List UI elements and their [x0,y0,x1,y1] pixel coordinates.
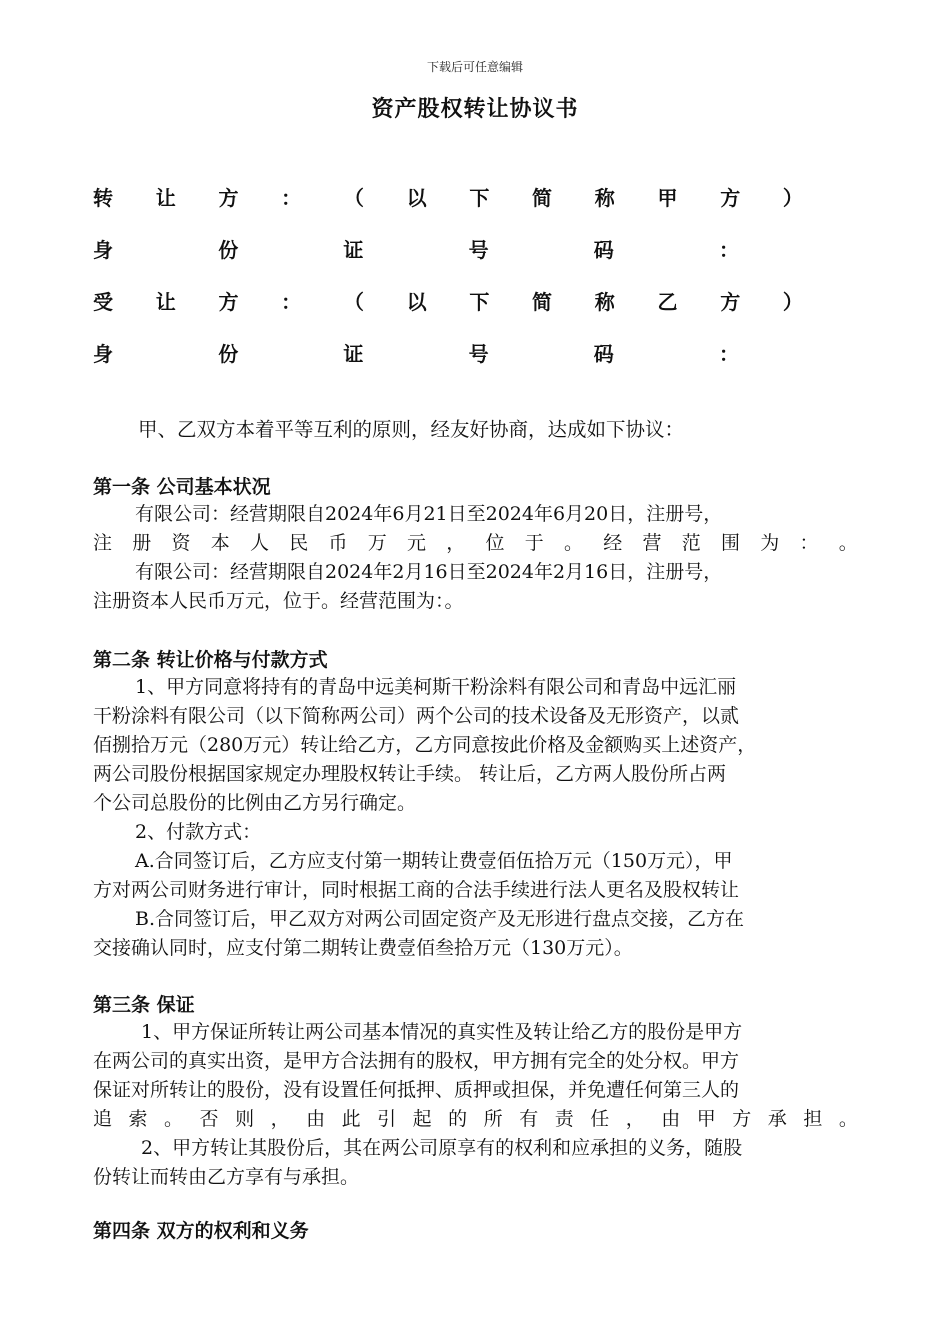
spaced-char: 甲 [657,186,678,210]
header-note: 下载后可任意编辑 [426,60,523,74]
spaced-char: 经 [603,532,623,554]
article-1-body [93,500,858,616]
spaced-char: 身 [93,238,113,262]
article-1-line-2 [93,529,858,558]
spaced-char: 号 [468,238,489,262]
document-title: 资产股权转让协议书 [371,96,579,122]
spaced-char: 让 [155,186,176,210]
spaced-char: 。 [164,1108,184,1130]
article-3-title: 第三条 保证 [93,994,195,1016]
spaced-char: 由 [306,1108,326,1130]
article-3-p1-line-1: 1、甲方保证所转让两公司基本情况的真实性及转让给乙方的股份是甲方 [141,1021,743,1043]
article-2-p1-line-2: 干粉涂料有限公司（以下简称两公司）两个公司的技术设备及无形资产，以贰 [93,705,740,727]
article-3-p1-line-4 [93,1105,858,1134]
transferor-line [93,182,803,211]
spaced-char: 承 [767,1108,787,1130]
spaced-char: ） [782,290,803,314]
spaced-char: 责 [554,1108,574,1130]
spaced-char: 以 [406,186,427,210]
spaced-char: 方 [720,290,741,314]
spaced-char: 人 [250,532,270,554]
spaced-char: ， [625,1108,645,1130]
spaced-char: ： [799,532,819,554]
spaced-char: 甲 [696,1108,716,1130]
spaced-char: 。 [838,532,858,554]
spaced-char: 营 [642,532,662,554]
article-1-line-1: 有限公司：经营期限自2024年6月21日至2024年6月20日，注册号， [135,503,723,525]
article-4-title: 第四条 双方的权利和义务 [93,1220,309,1242]
spaced-char: 否 [199,1108,219,1130]
article-2-payment-a-line-1: A.合同签订后，乙方应支付第一期转让费壹佰伍拾万元（150万元），甲 [135,850,733,872]
spaced-char: 份 [218,238,239,262]
spaced-char: ） [782,186,803,210]
spaced-char: ： [718,238,739,262]
article-3-p2-line-2: 份转让而转由乙方享有与承担。 [93,1166,360,1188]
spaced-char: 本 [210,532,230,554]
article-3-p1-line-3: 保证对所转让的股份，没有设置任何抵押、质押或担保，并免遭任何第三人的 [93,1079,740,1101]
article-2-body [93,673,858,963]
id-number-line-2 [93,338,739,367]
spaced-char: 让 [155,290,176,314]
spaced-char: 所 [483,1108,503,1130]
spaced-char: 下 [469,290,490,314]
spaced-char: 范 [681,532,701,554]
spaced-char: 则 [235,1108,255,1130]
article-2-payment-b-line-1: B.合同签订后，甲乙双方对两公司固定资产及无形进行盘点交接，乙方在 [135,908,745,930]
spaced-char: 方 [218,186,239,210]
article-1-line-4: 注册资本人民币万元，位于。经营范围为：。 [93,590,464,612]
spaced-char: 的 [448,1108,468,1130]
spaced-char: 元 [407,532,427,554]
spaced-char: 任 [590,1108,610,1130]
article-2-payment-b-line-2: 交接确认同时，应支付第二期转让费壹佰叁拾万元（130万元）。 [93,937,633,959]
article-2-p1-line-3: 佰捌拾万元（280万元）转让给乙方，乙方同意按此价格及金额购买上述资产， [93,734,757,756]
spaced-char: 码 [593,342,614,366]
spaced-char: 号 [468,342,489,366]
spaced-char: 下 [469,186,490,210]
spaced-char: 受 [93,290,113,314]
spaced-char: 起 [412,1108,432,1130]
spaced-char: 简 [532,290,553,314]
spaced-char: 币 [328,532,348,554]
spaced-char: 码 [593,238,614,262]
spaced-char: （ [343,186,364,210]
spaced-char: ： [281,290,302,314]
spaced-char: 由 [661,1108,681,1130]
spaced-char: ： [718,342,739,366]
spaced-char: 称 [594,290,615,314]
spaced-char: 有 [519,1108,539,1130]
article-2-p1-line-1: 1、甲方同意将持有的青岛中远美柯斯干粉涂料有限公司和青岛中远汇丽 [135,676,737,698]
article-3-p1-line-2: 在两公司的真实出资，是甲方合法拥有的股权，甲方拥有完全的处分权。甲方 [93,1050,740,1072]
spaced-char: 转 [93,186,113,210]
spaced-char: 索 [128,1108,148,1130]
spaced-char: 册 [132,532,152,554]
spaced-char: 围 [721,532,741,554]
spaced-char: （ [343,290,364,314]
spaced-char: 引 [377,1108,397,1130]
spaced-char: 担 [803,1108,823,1130]
spaced-char: 民 [289,532,309,554]
spaced-char: 方 [218,290,239,314]
spaced-char: 份 [218,342,239,366]
spaced-char: 证 [343,238,364,262]
article-1-line-3: 有限公司：经营期限自2024年2月16日至2024年2月16日，注册号， [135,561,723,583]
article-1-title: 第一条 公司基本状况 [93,476,271,498]
spaced-char: 。 [838,1108,858,1130]
spaced-char: 乙 [657,290,678,314]
spaced-char: 称 [594,186,615,210]
spaced-char: 此 [341,1108,361,1130]
spaced-char: ： [281,186,302,210]
article-2-title: 第二条 转让价格与付款方式 [93,649,328,671]
article-2-p1-line-5: 个公司总股份的比例由乙方另行确定。 [93,792,417,814]
article-2-payment-a-line-2: 方对两公司财务进行审计，同时根据工商的合法手续进行法人更名及股权转让 [93,879,740,901]
spaced-char: 证 [343,342,364,366]
spaced-char: ， [270,1108,290,1130]
spaced-char: 资 [171,532,191,554]
spaced-char: 位 [485,532,505,554]
article-3-p2-line-1: 2、甲方转让其股份后，其在两公司原享有的权利和应承担的义务，随股 [141,1137,743,1159]
spaced-char: 以 [406,290,427,314]
spaced-char: 万 [367,532,387,554]
spaced-char: 注 [93,532,113,554]
article-2-p1-line-4: 两公司股份根据国家规定办理股权转让手续。 转让后，乙方两人股份所占两 [93,763,727,785]
spaced-char: 于 [524,532,544,554]
spaced-char: ， [446,532,466,554]
id-number-line-1 [93,234,739,263]
article-3-body [93,1018,858,1192]
spaced-char: 方 [720,186,741,210]
spaced-char: 方 [732,1108,752,1130]
spaced-char: 为 [760,532,780,554]
transferee-line [93,286,803,315]
spaced-char: 简 [532,186,553,210]
spaced-char: 。 [564,532,584,554]
spaced-char: 追 [93,1108,113,1130]
intro-paragraph: 甲、乙双方本着平等互利的原则，经友好协商，达成如下协议： [138,418,685,441]
article-2-payment-heading: 2、付款方式： [135,821,262,843]
spaced-char: 身 [93,342,113,366]
